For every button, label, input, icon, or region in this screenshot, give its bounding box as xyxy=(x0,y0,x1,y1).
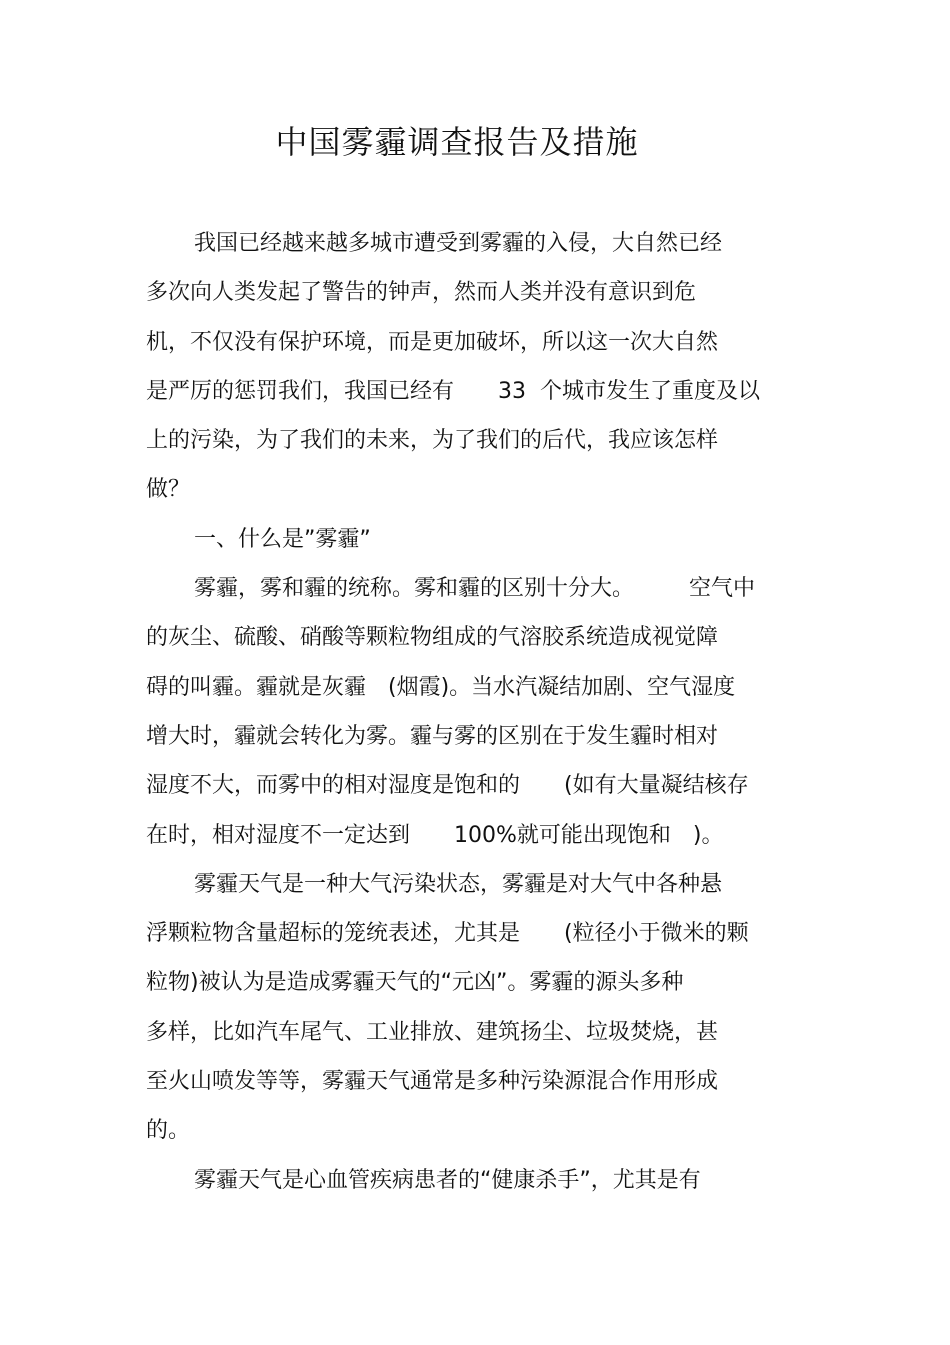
paragraph-line: 碍的叫霾。霾就是灰霾 (烟霞)。当水汽凝结加剧、空气湿度 xyxy=(146,674,736,700)
paragraph-line: 是严厉的惩罚我们，我国已经有 33 个城市发生了重度及以 xyxy=(146,378,760,404)
paragraph-line: 的灰尘、硫酸、硝酸等颗粒物组成的气溶胶系统造成视觉障 xyxy=(146,625,719,651)
document-body xyxy=(146,219,826,1205)
paragraph-line: 做？ xyxy=(146,477,191,503)
paragraph-line: 多样，比如汽车尾气、工业排放、建筑扬尘、垃圾焚烧，甚 xyxy=(146,1019,719,1045)
paragraph-line: 增大时，霾就会转化为雾。霾与雾的区别在于发生霾时相对 xyxy=(146,723,719,749)
paragraph-line: 的。 xyxy=(146,1118,191,1144)
document-title: 中国雾霾调查报告及措施 xyxy=(275,123,639,161)
paragraph-line: 雾霾，雾和霾的统称。雾和霾的区别十分大。 空气中 xyxy=(194,576,756,602)
paragraph-line: 上的污染，为了我们的未来，为了我们的后代，我应该怎样 xyxy=(146,428,719,454)
paragraph-line: 多次向人类发起了警告的钟声，然而人类并没有意识到危 xyxy=(146,280,697,306)
paragraph-line: 浮颗粒物含量超标的笼统表述，尤其是 (粒径小于微米的颗 xyxy=(146,921,749,947)
section-heading: 一、什么是”雾霾” xyxy=(194,526,371,552)
paragraph-line: 雾霾天气是心血管疾病患者的“健康杀手”，尤其是有 xyxy=(194,1167,701,1193)
paragraph-line: 雾霾天气是一种大气污染状态，雾霾是对大气中各种悬 xyxy=(194,871,723,897)
paragraph-line: 至火山喷发等等，雾霾天气通常是多种污染源混合作用形成 xyxy=(146,1069,719,1095)
paragraph-line: 湿度不大，而雾中的相对湿度是饱和的 (如有大量凝结核存 xyxy=(146,773,749,799)
paragraph-line: 在时，相对湿度不一定达到 100%就可能出现饱和 )。 xyxy=(146,822,724,848)
paragraph-line: 我国已经越来越多城市遭受到雾霾的入侵，大自然已经 xyxy=(194,231,723,256)
paragraph-line: 机，不仅没有保护环境，而是更加破坏，所以这一次大自然 xyxy=(146,329,719,355)
paragraph-line: 粒物)被认为是造成雾霾天气的“元凶”。雾霾的源头多种 xyxy=(146,970,684,996)
